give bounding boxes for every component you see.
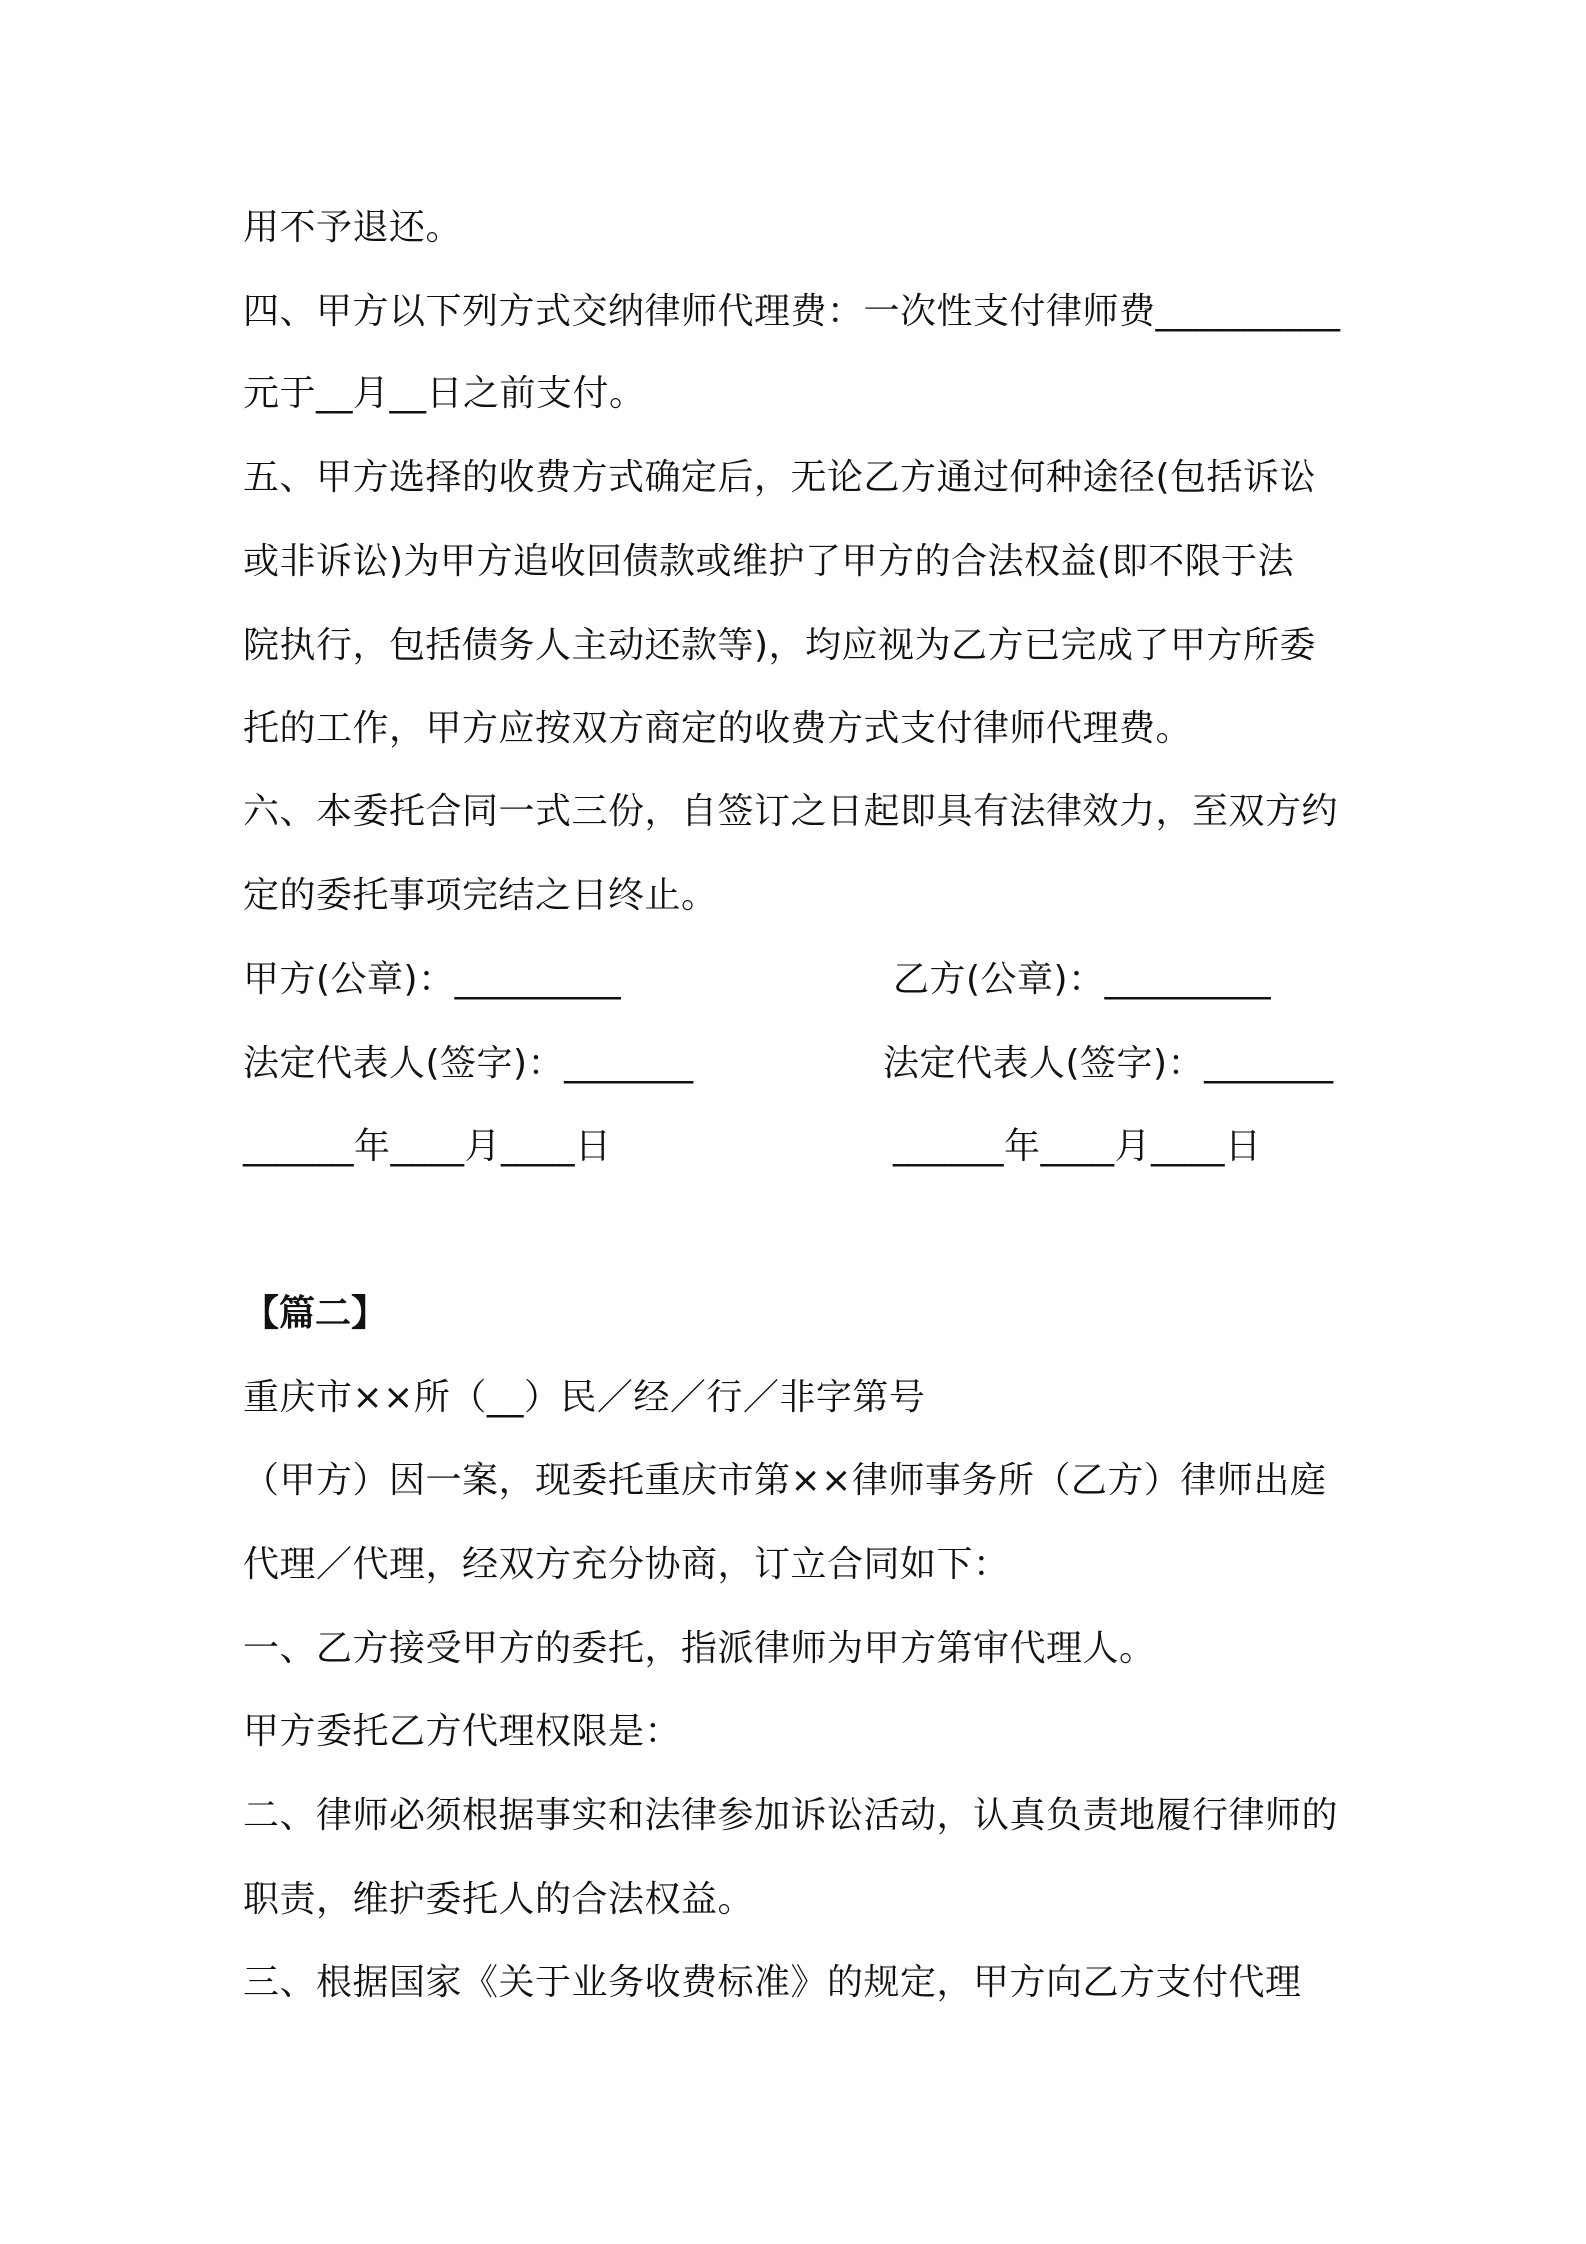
party-b-date: ______年____月____日 — [893, 1126, 1262, 1167]
party-b-representative: 法定代表人(签字)：_______ — [883, 1043, 1334, 1084]
party-b-seal: 乙方(公章)：_________ — [893, 959, 1272, 1000]
intro-line-2: 代理／代理，经双方充分协商，订立合同如下： — [243, 1544, 1010, 1585]
party-a-representative: 法定代表人(签字)：_______ — [243, 1043, 694, 1084]
authority-line: 甲方委托乙方代理权限是： — [243, 1711, 682, 1752]
party-a-date: ______年____月____日 — [243, 1126, 612, 1167]
clause-4-line-1: 四、甲方以下列方式交纳律师代理费：一次性支付律师费__________ — [243, 291, 1341, 332]
section-heading: 【篇二】 — [243, 1293, 388, 1334]
clause-5-line-2: 或非诉讼)为甲方追收回债款或维护了甲方的合法权益(即不限于法 — [243, 541, 1295, 582]
case-number-line: 重庆市××所（__）民／经／行／非字第号 — [243, 1377, 926, 1418]
clause-6-line-1: 六、本委托合同一式三份，自签订之日起即具有法律效力，至双方约 — [243, 791, 1339, 832]
party-a-seal: 甲方(公章)：_________ — [243, 959, 622, 1000]
clause-5-line-3: 院执行，包括债务人主动还款等)，均应视为乙方已完成了甲方所委 — [243, 625, 1317, 666]
text-line: 用不予退还。 — [243, 207, 463, 248]
clause-5-line-1: 五、甲方选择的收费方式确定后，无论乙方通过何种途径(包括诉讼 — [243, 457, 1317, 498]
intro-line-1: （甲方）因一案，现委托重庆市第××律师事务所（乙方）律师出庭 — [243, 1460, 1327, 1501]
clause-2-line-2: 职责，维护委托人的合法权益。 — [243, 1879, 755, 1920]
clause-4-line-2: 元于__月__日之前支付。 — [243, 373, 646, 414]
clause-2-line-1: 二、律师必须根据事实和法律参加诉讼活动，认真负责地履行律师的 — [243, 1795, 1339, 1836]
clause-5-line-4: 托的工作，甲方应按双方商定的收费方式支付律师代理费。 — [243, 708, 1193, 749]
clause-6-line-2: 定的委托事项完结之日终止。 — [243, 875, 718, 916]
clause-1-line: 一、乙方接受甲方的委托，指派律师为甲方第审代理人。 — [243, 1628, 1156, 1669]
clause-3-line-1: 三、根据国家《关于业务收费标准》的规定，甲方向乙方支付代理 — [243, 1962, 1302, 2003]
